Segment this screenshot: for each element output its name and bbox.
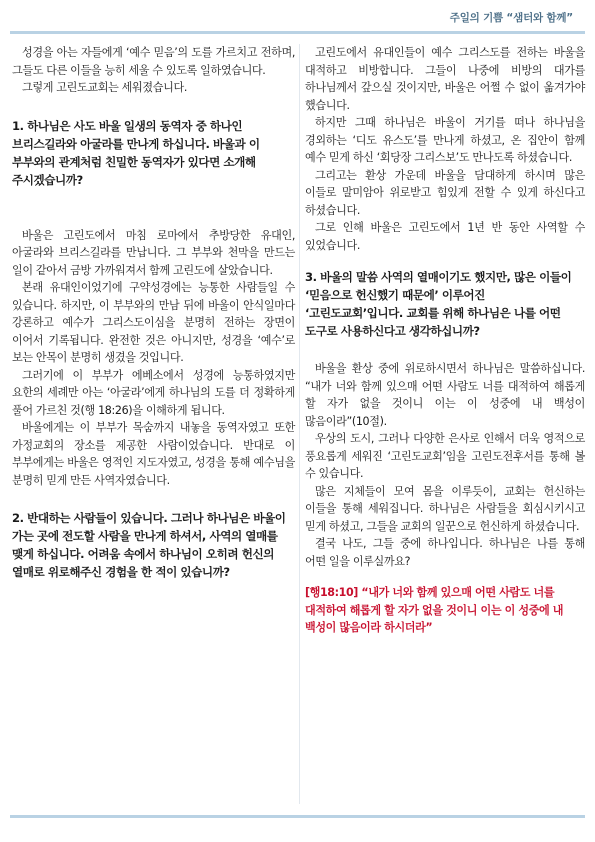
intro-paragraph: 성경을 아는 자들에게 ‘예수 믿음’의 도를 가르치고 전하며, 그들도 다른 이들을 능히 세울 수 있도록 일하였습니다. [12,46,295,77]
question-1: 1. 하나님은 사도 바울 일생의 동역자 중 하나인 브리스길라와 아굴라를 만나게 하십니다. 바울과 이 부부와의 관계처럼 친밀한 동역자가 있다면 소개해 주시겠습니까? [12,118,260,187]
question-2: 2. 반대하는 사람들이 있습니다. 그러나 하나님은 바울이 가는 곳에 전도할 사람을 만나게 하셔서, 사역의 열매를 맺게 하십니다. 어려움 속에서 하나님이 오히려 헌신의 열매로 위로해주신 경험을 한 적이 있습니까? [12,511,286,579]
answer-1-paragraph: 본래 유대인이었기에 구약성경에는 능통한 사람들일 수 있습니다. 하지만, 이 부부와의 만남 뒤에 바울이 안식일마다 강론하고 예수가 그리스도이심을 분명히 전하는 장면이 이어서 기록됩니다. 완전한 것은 아니지만, 성경을 ‘예수’로 보는 안목이 분명히 생겼을 것입니다. [12,281,295,364]
answer-3-paragraph: 바울을 환상 중에 위로하시면서 하나님은 말씀하십니다. “내가 너와 함께 있으매 어떤 사람도 너를 대적하여 해롭게 할 자가 없을 것이니 이는 이 성중에 내 백성이 많음이라”(10절). [305,362,585,428]
answer-3-paragraph: 결국 나도, 그들 중에 하나입니다. 하나님은 나를 통해 어떤 일을 이루실까요? [305,537,585,568]
bottom-rule [10,815,585,818]
body-paragraph: 고린도에서 유대인들이 예수 그리스도를 전하는 바울을 대적하고 비방합니다. 그들이 나중에 비방의 대가를 하나님께서 갚으실 것이지만, 바울은 어쩔 수 없이 옮겨가야 했습니다. [305,46,585,112]
answer-1-paragraph: 바울에게는 이 부부가 목숨까지 내놓을 동역자였고 또한 가정교회의 장소를 제공한 사람이었습니다. 반대로 이 부부에게는 바울은 영적인 지도자였고, 성경을 통해 예수님을 분명히 믿게 만든 사역자였습니다. [12,421,295,487]
body-paragraph: 그로 인해 바울은 고린도에서 1년 반 동안 사역할 수 있었습니다. [305,221,585,252]
answer-1-paragraph: 바울은 고린도에서 마침 로마에서 추방당한 유대인, 아굴라와 브리스길라를 만납니다. 그 부부와 천막을 만드는 일이 같아서 금방 가까워져서 함께 고린도에 살았습니다. [12,228,295,277]
body-paragraph: 하지만 그때 하나님은 바울이 거기를 떠나 하나님을 경외하는 ‘디도 유스도’를 만나게 하셨고, 온 집안이 함께 예수 믿게 하신 ‘회당장 그리스보’도 만나도록 하셨습니다. [305,116,585,164]
answer-3-paragraph: 우상의 도시, 그러나 다양한 은사로 인해서 더욱 영적으로 풍요롭게 세워진 ‘고린도교회’임을 고린도전후서를 통해 볼 수 있습니다. [305,432,585,480]
answer-1-paragraph: 그러기에 이 부부가 에베소에서 성경에 능통하였지만 요한의 세례만 아는 ‘아굴라’에게 하나님의 도를 더 정확하게 풀어 가르친 것(행 18:26)을 이해하게 됩니다. [12,368,295,417]
question-3: 3. 바울의 말씀 사역의 열매이기도 했지만, 많은 이들이 ‘믿음으로 헌신했기 때문에’ 이루어진 ‘고린도교회’입니다. 교회를 위해 하나님은 나를 어떤 도구로 사용하신다고 생각하십니까? [305,270,572,338]
body-paragraph: 그리고는 환상 가운데 바울을 담대하게 하시며 많은 이들로 말미암아 위로받고 힘있게 전할 수 있게 하신다고 하셨습니다. [305,168,585,217]
column-divider [299,44,300,804]
page-header [22,10,573,25]
scripture-verse: [행18:10] “내가 너와 함께 있으매 어떤 사람도 너를 대적하여 해롭게 할 자가 없을 것이니 이는 이 성중에 내 백성이 많음이라 하시더라” [305,586,564,634]
left-column [12,44,295,581]
answer-3-paragraph: 많은 지체들이 모여 몸을 이루듯이, 교회는 헌신하는 이들을 통해 세워집니다. 하나님은 사람들을 회심시키시고 믿게 하셨고, 그들을 교회의 일꾼으로 헌신하게 하셨습니다. [305,484,585,533]
header-title: 주일의 기쁨 “샘터와 함께” [449,12,573,24]
top-rule [10,31,585,34]
right-column [305,44,585,637]
intro-paragraph: 그렇게 고린도교회는 세워졌습니다. [22,81,188,94]
